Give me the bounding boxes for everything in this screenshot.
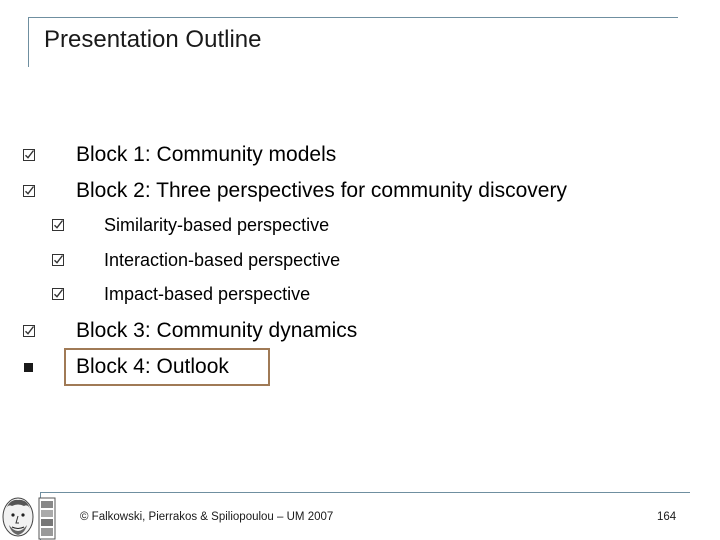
slide-title: Presentation Outline: [44, 26, 262, 53]
bullet-text: Block 3: Community dynamics: [76, 319, 358, 342]
footer-rule: [40, 492, 690, 493]
checkbox-icon: [52, 219, 64, 231]
sub-bullet-text: Interaction-based perspective: [104, 250, 341, 270]
checkbox-icon: [23, 325, 35, 337]
title-left-rule: [28, 17, 29, 67]
portrait-logo-icon: [0, 495, 36, 540]
checkbox-icon: [52, 254, 64, 266]
university-seal-icon: [38, 497, 56, 540]
square-bullet-icon: [24, 363, 33, 372]
checkbox-icon: [23, 185, 35, 197]
bullet-text: Block 2: Three perspectives for community discovery: [76, 179, 567, 202]
sub-bullet-text: Impact-based perspective: [104, 284, 311, 304]
sub-bullet-text: Similarity-based perspective: [104, 215, 330, 235]
checkbox-icon: [52, 288, 64, 300]
title-top-rule: [28, 17, 678, 18]
page-number: 164: [657, 511, 677, 523]
footer-copyright: © Falkowski, Pierrakos & Spiliopoulou – UM 2007: [80, 511, 334, 523]
bullet-text: Block 1: Community models: [76, 143, 337, 166]
checkbox-icon: [23, 149, 35, 161]
bullet-text: Block 4: Outlook: [76, 355, 229, 378]
